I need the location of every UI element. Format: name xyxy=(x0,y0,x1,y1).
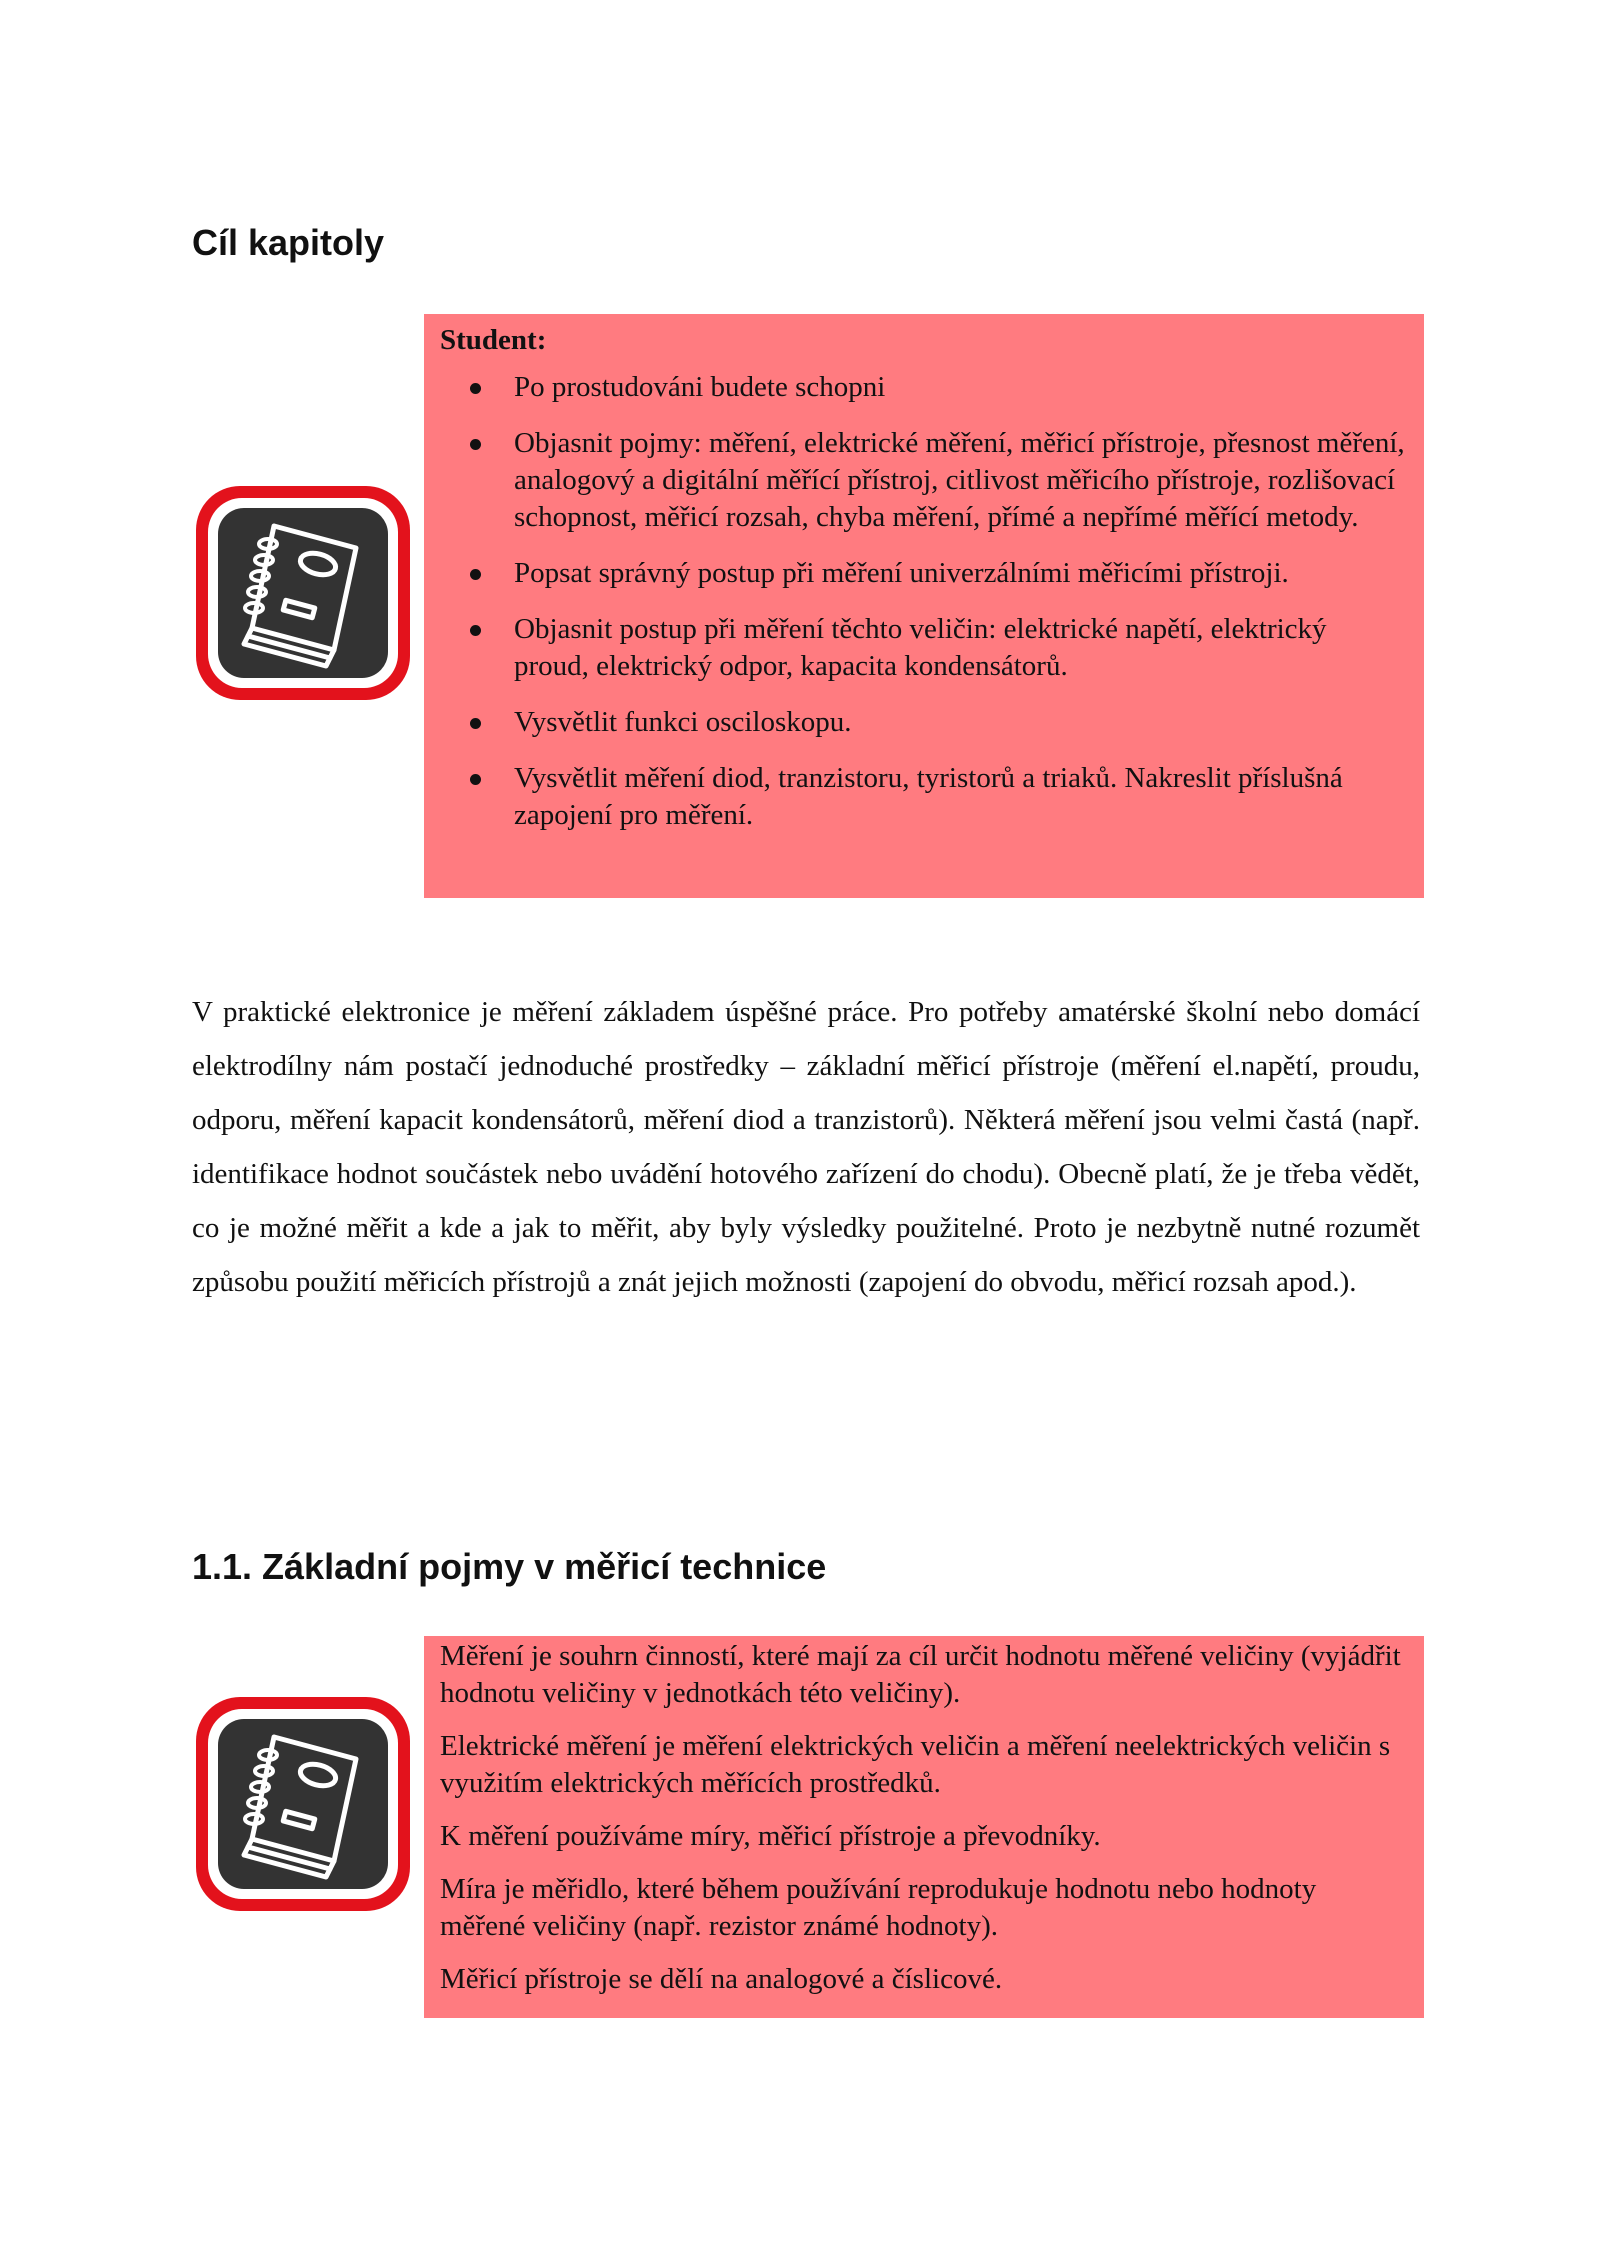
definition-paragraph: Míra je měřidlo, které během používání reprodukuje hodnotu nebo hodnoty měřené veličiny (např. rezistor známé hodnoty). xyxy=(440,1873,1317,1942)
section-heading-basics: 1.1. Základní pojmy v měřicí technice xyxy=(192,1546,827,1587)
box-label-student: Student: xyxy=(440,324,547,356)
notebook-icon xyxy=(192,482,414,704)
notebook-icon xyxy=(192,1693,414,1915)
goal-item: Vysvětlit funkci osciloskopu. xyxy=(514,704,1406,741)
goal-box xyxy=(424,314,1424,898)
goal-item: Po prostudováni budete schopni xyxy=(514,369,1406,406)
definition-paragraph: K měření používáme míry, měřicí přístroje a převodníky. xyxy=(440,1820,1101,1852)
section-heading-goal: Cíl kapitoly xyxy=(192,222,385,263)
definition-paragraph: Elektrické měření je měření elektrických veličin a měření neelektrických veličin s využitím elektrických měřících prostředků. xyxy=(440,1730,1391,1799)
definitions-box xyxy=(424,1636,1424,2018)
goal-item: Objasnit postup při měření těchto veličin: elektrické napětí, elektrický proud, elektrický odpor, kapacita kondensátorů. xyxy=(514,611,1406,685)
intro-paragraph: V praktické elektronice je měření základem úspěšné práce. Pro potřeby amatérské školní nebo domácí elektrodílny nám postačí jednoduché prostředky – základní měřicí přístroje (měření el.napětí, proudu, odporu, měření kapacit kondensátorů, měření diod a tranzistorů). Některá měření jsou velmi častá (např. identifikace hodnot součástek nebo uvádění hotového zařízení do chodu). Obecně platí, že je třeba vědět, co je možné měřit a kde a jak to měřit, aby byly výsledky použitelné. Proto je nezbytně nutné rozumět způsobu použití měřicích přístrojů a znát jejich možnosti (zapojení do obvodu, měřicí rozsah apod.). xyxy=(192,996,1420,1298)
definition-paragraph: Měřicí přístroje se dělí na analogové a číslicové. xyxy=(440,1963,1003,1995)
goal-item: Objasnit pojmy: měření, elektrické měření, měřicí přístroje, přesnost měření, analogový a digitální měřící přístroj, citlivost měřicího přístroje, rozlišovací schopnost, měřicí rozsah, chyba měření, přímé a nepřímé měřící metody. xyxy=(514,425,1406,536)
goal-list xyxy=(440,369,1406,834)
goal-item: Vysvětlit měření diod, tranzistoru, tyristorů a triaků. Nakreslit příslušná zapojení pro měření. xyxy=(514,760,1406,834)
goal-item: Popsat správný postup při měření univerzálními měřicími přístroji. xyxy=(514,555,1406,592)
definition-paragraph: Měření je souhrn činností, které mají za cíl určit hodnotu měřené veličiny (vyjádřit hodnotu veličiny v jednotkách této veličiny). xyxy=(440,1640,1401,1709)
